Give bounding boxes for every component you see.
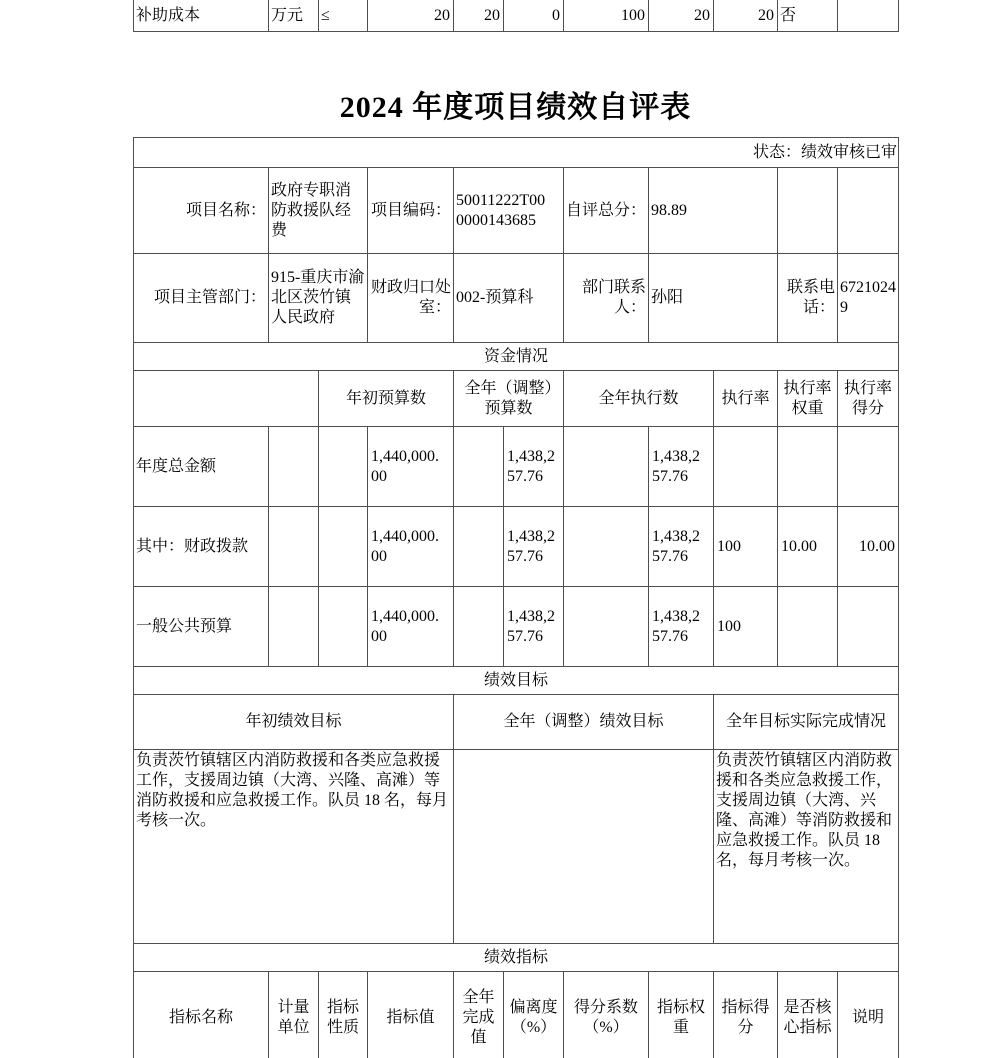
funding-initial-budget: 1,440,000.00: [368, 507, 454, 587]
indicator-name-cell: 补助成本: [134, 0, 269, 32]
finance-office-label: 财政归口处室：: [368, 254, 454, 343]
funding-row-fiscal: [134, 507, 899, 587]
initial-goal-text: 负责茨竹镇辖区内消防救援和各类应急救援工作，支援周边镇（大湾、兴隆、高滩）等消防救援和应急救援工作。队员 18 名，每月考核一次。: [134, 750, 454, 944]
finance-office-value: 002-预算科: [454, 254, 564, 343]
funding-execution-rate: 100: [714, 587, 778, 667]
project-info-row-2: [134, 254, 899, 343]
status-row: [134, 138, 899, 168]
empty-cell: [269, 507, 319, 587]
indicator-deviation-cell: 0: [504, 0, 564, 32]
indicator-is-core-cell: 否: [778, 0, 838, 32]
self-evaluation-table: [133, 137, 899, 1058]
funding-initial-budget: 1,440,000.00: [368, 587, 454, 667]
goals-text-row: [134, 750, 899, 944]
funding-rate-score: [838, 427, 899, 507]
funding-executed: 1,438,257.76: [649, 427, 714, 507]
funding-section-header: [134, 343, 899, 371]
funding-adjusted-budget: 1,438,257.76: [504, 587, 564, 667]
status-text: 状态：绩效审核已审: [134, 138, 899, 168]
funding-rate-weight: [778, 587, 838, 667]
empty-cell: [269, 587, 319, 667]
empty-cell: [454, 427, 504, 507]
indicator-score-cell: 20: [714, 0, 778, 32]
goals-header-initial: 年初绩效目标: [134, 695, 454, 750]
indicator-unit-cell: 万元: [269, 0, 319, 32]
funding-header-adjusted-budget: 全年（调整）预算数: [454, 371, 564, 427]
project-code-value: 50011222T000000143685: [454, 168, 564, 254]
project-name-value: 政府专职消防救援队经费: [269, 168, 368, 254]
indicators-header-completed: 全年完成值: [454, 972, 504, 1058]
goals-header-adjusted: 全年（调整）绩效目标: [454, 695, 714, 750]
indicators-section-header: [134, 944, 899, 972]
indicators-header-score: 指标得分: [714, 972, 778, 1058]
indicators-header-name: 指标名称: [134, 972, 269, 1058]
funding-header-rate-weight: 执行率权重: [778, 371, 838, 427]
actual-completion-text: 负责茨竹镇辖区内消防救援和各类应急救援工作，支援周边镇（大湾、兴隆、高滩）等消防救援和应急救援工作。队员 18 名，每月考核一次。: [714, 750, 899, 944]
empty-cell: [134, 371, 319, 427]
empty-cell: [319, 427, 368, 507]
funding-section-title: 资金情况: [134, 343, 899, 371]
indicators-header-weight: 指标权重: [649, 972, 714, 1058]
indicators-section-title: 绩效指标: [134, 944, 899, 972]
empty-cell: [319, 507, 368, 587]
project-code-label: 项目编码：: [368, 168, 454, 254]
funding-adjusted-budget: 1,438,257.76: [504, 427, 564, 507]
indicator-target-cell: 20: [368, 0, 454, 32]
empty-cell: [564, 427, 649, 507]
funding-header-executed: 全年执行数: [564, 371, 714, 427]
previous-indicator-row-table: [133, 0, 899, 32]
funding-adjusted-budget: 1,438,257.76: [504, 507, 564, 587]
funding-rate-score: 10.00: [838, 507, 899, 587]
empty-cell: [269, 427, 319, 507]
indicator-weight-cell: 20: [649, 0, 714, 32]
table-row: [134, 0, 899, 32]
empty-cell: [778, 168, 838, 254]
funding-execution-rate: [714, 427, 778, 507]
contact-value: 孙阳: [649, 254, 778, 343]
funding-header-row: [134, 371, 899, 427]
indicators-header-score-coefficient: 得分系数（%）: [564, 972, 649, 1058]
goals-header-actual: 全年目标实际完成情况: [714, 695, 899, 750]
project-info-row-1: [134, 168, 899, 254]
self-score-value: 98.89: [649, 168, 778, 254]
empty-cell: [454, 587, 504, 667]
page-title: 2024 年度项目绩效自评表: [339, 91, 692, 124]
phone-value: 67210249: [838, 254, 899, 343]
goals-section-title: 绩效目标: [134, 667, 899, 695]
goals-section-header: [134, 667, 899, 695]
empty-cell: [454, 507, 504, 587]
indicators-header-deviation: 偏离度（%）: [504, 972, 564, 1058]
funding-rate-score: [838, 587, 899, 667]
funding-row-label: 一般公共预算: [134, 587, 269, 667]
funding-row-label: 年度总金额: [134, 427, 269, 507]
funding-rate-weight: [778, 427, 838, 507]
dept-label: 项目主管部门：: [134, 254, 269, 343]
indicators-header-target: 指标值: [368, 972, 454, 1058]
dept-value: 915-重庆市渝北区茨竹镇人民政府: [269, 254, 368, 343]
indicator-score-coefficient-cell: 100: [564, 0, 649, 32]
goals-header-row: [134, 695, 899, 750]
phone-label: 联系电话：: [778, 254, 838, 343]
funding-executed: 1,438,257.76: [649, 507, 714, 587]
empty-cell: [564, 507, 649, 587]
indicator-nature-cell: ≤: [319, 0, 368, 32]
funding-row-total: [134, 427, 899, 507]
empty-cell: [838, 168, 899, 254]
funding-row-label: 其中：财政拨款: [134, 507, 269, 587]
funding-rate-weight: 10.00: [778, 507, 838, 587]
contact-label: 部门联系人：: [564, 254, 649, 343]
funding-initial-budget: 1,440,000.00: [368, 427, 454, 507]
self-score-label: 自评总分：: [564, 168, 649, 254]
indicators-header-nature: 指标性质: [319, 972, 368, 1058]
funding-executed: 1,438,257.76: [649, 587, 714, 667]
title-area: [133, 32, 898, 137]
indicator-completed-cell: 20: [454, 0, 504, 32]
indicators-header-unit: 计量单位: [269, 972, 319, 1058]
indicators-header-note: 说明: [838, 972, 899, 1058]
empty-cell: [564, 587, 649, 667]
project-name-label: 项目名称：: [134, 168, 269, 254]
adjusted-goal-text: [454, 750, 714, 944]
indicator-note-cell: [838, 0, 899, 32]
funding-header-rate-score: 执行率得分: [838, 371, 899, 427]
funding-execution-rate: 100: [714, 507, 778, 587]
funding-header-initial-budget: 年初预算数: [319, 371, 454, 427]
indicators-header-is-core: 是否核心指标: [778, 972, 838, 1058]
funding-header-execution-rate: 执行率: [714, 371, 778, 427]
funding-row-public-budget: [134, 587, 899, 667]
indicators-header-row: [134, 972, 899, 1058]
empty-cell: [319, 587, 368, 667]
